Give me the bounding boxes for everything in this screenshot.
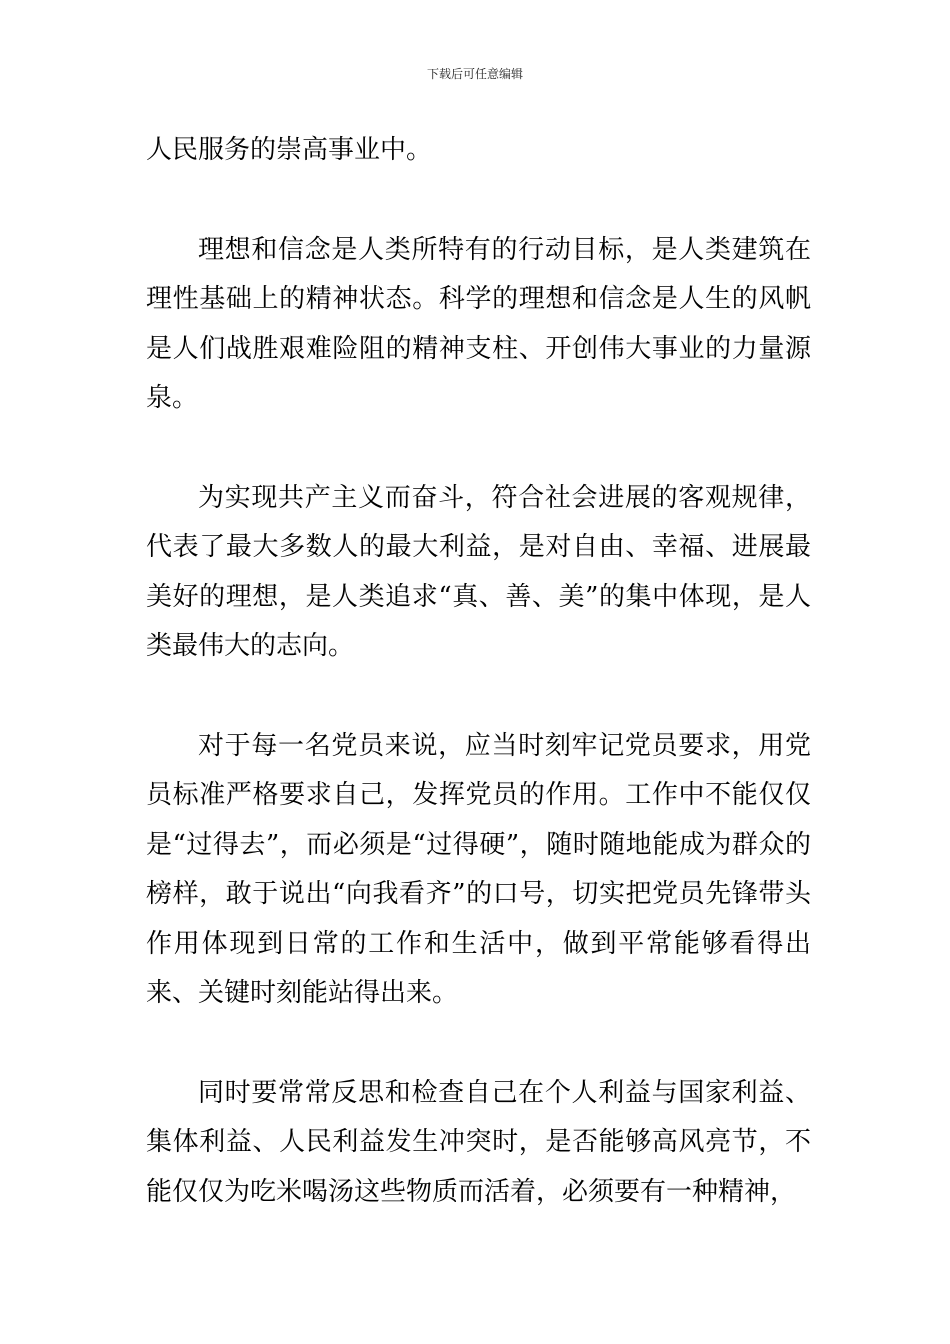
paragraph-2: 理想和信念是人类所特有的行动目标，是人类建筑在理性基础上的精神状态。科学的理想和信念是人生的风帆是人们战胜艰难险阻的精神支柱、开创伟大事业的力量源泉。 — [146, 234, 811, 413]
paragraph-1: 人民服务的崇高事业中。 — [146, 135, 433, 165]
paragraph-3: 为实现共产主义而奋斗，符合社会进展的客观规律，代表了最大多数人的最大利益，是对自由、幸福、进展最美好的理想，是人类追求“真、善、美”的集中体现，是人类最伟大的志向。 — [146, 482, 811, 661]
page-header: 下载后可任意编辑 — [426, 67, 523, 81]
paragraph-5: 同时要常常反思和检查自己在个人利益与国家利益、集体利益、人民利益发生冲突时，是否能够高风亮节，不能仅仅为吃米喝汤这些物质而活着，必须要有一种精神， — [146, 1077, 811, 1207]
document-body — [146, 126, 811, 1217]
paragraph-4: 对于每一名党员来说，应当时刻牢记党员要求，用党员标准严格要求自己，发挥党员的作用。工作中不能仅仅是“过得去”，而必须是“过得硬”，随时随地能成为群众的榜样，敢于说出“向我看齐”的口号，切实把党员先锋带头作用体现到日常的工作和生活中，做到平常能够看得出来、关键时刻能站得出来。 — [146, 730, 811, 1008]
